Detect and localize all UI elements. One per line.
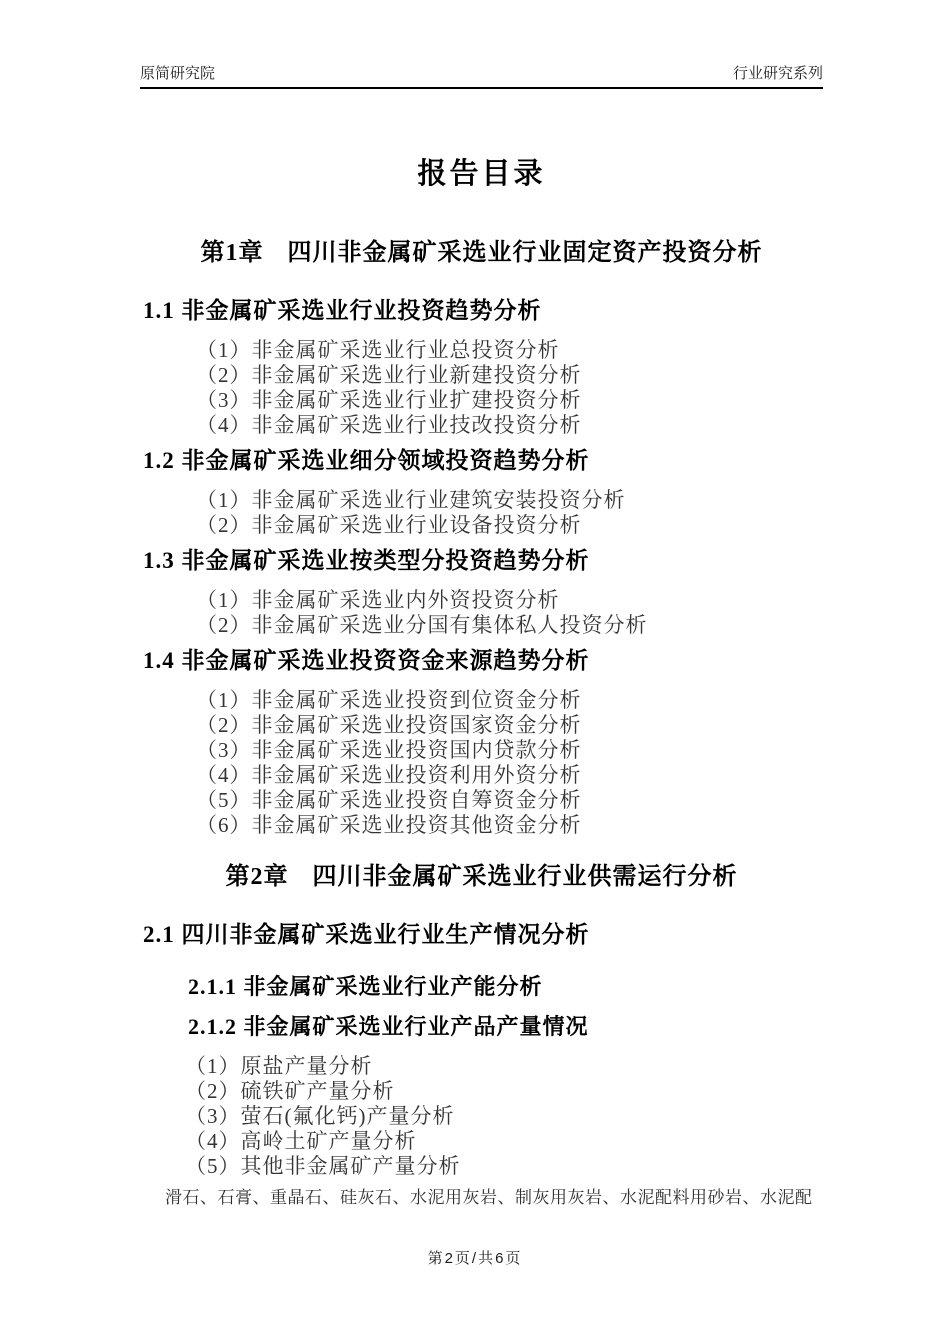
section-2-1-2-items <box>185 1054 823 1179</box>
continuation-text: 滑石、石膏、重晶石、硅灰石、水泥用灰岩、制灰用灰岩、水泥配料用砂岩、水泥配 <box>165 1188 813 1207</box>
toc-item: （1）非金属矿采选业内外资投资分析 <box>196 588 560 612</box>
section-heading-2-1: 2.1 四川非金属矿采选业行业生产情况分析 <box>143 922 590 947</box>
toc-item: （1）非金属矿采选业行业总投资分析 <box>196 338 560 362</box>
toc-item: （5）非金属矿采选业投资自筹资金分析 <box>196 788 582 812</box>
chapter-1-title: 四川非金属矿采选业行业固定资产投资分析 <box>287 240 763 266</box>
section-heading-1-1: 1.1 非金属矿采选业行业投资趋势分析 <box>143 298 542 323</box>
section-heading-1-3: 1.3 非金属矿采选业按类型分投资趋势分析 <box>143 548 590 573</box>
subsection-heading-2-1-2: 2.1.2 非金属矿采选业行业产品产量情况 <box>188 1014 589 1039</box>
toc-item: （3）萤石(氟化钙)产量分析 <box>185 1104 455 1128</box>
toc-item: （1）非金属矿采选业投资到位资金分析 <box>196 688 582 712</box>
toc-item: （5）其他非金属矿产量分析 <box>185 1154 461 1178</box>
toc-item: （2）硫铁矿产量分析 <box>185 1079 395 1103</box>
section-1-4-items <box>196 688 823 838</box>
toc-item: （2）非金属矿采选业行业新建投资分析 <box>196 363 582 387</box>
chapter-2-heading <box>140 860 823 894</box>
toc-item: （1）原盐产量分析 <box>185 1054 373 1078</box>
chapter-1-heading <box>140 236 823 270</box>
section-1-1-items <box>196 338 823 438</box>
page-header <box>140 0 823 89</box>
chapter-2-title: 四川非金属矿采选业行业供需运行分析 <box>312 864 738 890</box>
toc-item: （2）非金属矿采选业投资国家资金分析 <box>196 713 582 737</box>
toc-item: （4）非金属矿采选业行业技改投资分析 <box>196 413 582 437</box>
section-1-2-items <box>196 488 823 538</box>
toc-item: （4）非金属矿采选业投资利用外资分析 <box>196 763 582 787</box>
header-left-text: 原简研究院 <box>140 65 216 82</box>
subsection-heading-2-1-1: 2.1.1 非金属矿采选业行业产能分析 <box>188 974 543 999</box>
toc-item: （2）非金属矿采选业行业设备投资分析 <box>196 513 582 537</box>
toc-item: （3）非金属矿采选业投资国内贷款分析 <box>196 738 582 762</box>
toc-item: （1）非金属矿采选业行业建筑安装投资分析 <box>196 488 626 512</box>
page-title: 报告目录 <box>417 158 546 190</box>
header-right-text: 行业研究系列 <box>732 65 823 82</box>
chapter-2-number: 第2章 <box>225 864 289 890</box>
section-heading-1-4: 1.4 非金属矿采选业投资资金来源趋势分析 <box>143 648 590 673</box>
section-1-3-items <box>196 588 823 638</box>
toc-item: （2）非金属矿采选业分国有集体私人投资分析 <box>196 613 648 637</box>
page-number: 第2页/共6页 <box>427 1250 523 1267</box>
chapter-1-number: 第1章 <box>200 240 264 266</box>
toc-item: （4）高岭土矿产量分析 <box>185 1129 417 1153</box>
toc-item: （6）非金属矿采选业投资其他资金分析 <box>196 813 582 837</box>
toc-item: （3）非金属矿采选业行业扩建投资分析 <box>196 388 582 412</box>
section-heading-1-2: 1.2 非金属矿采选业细分领域投资趋势分析 <box>143 448 590 473</box>
